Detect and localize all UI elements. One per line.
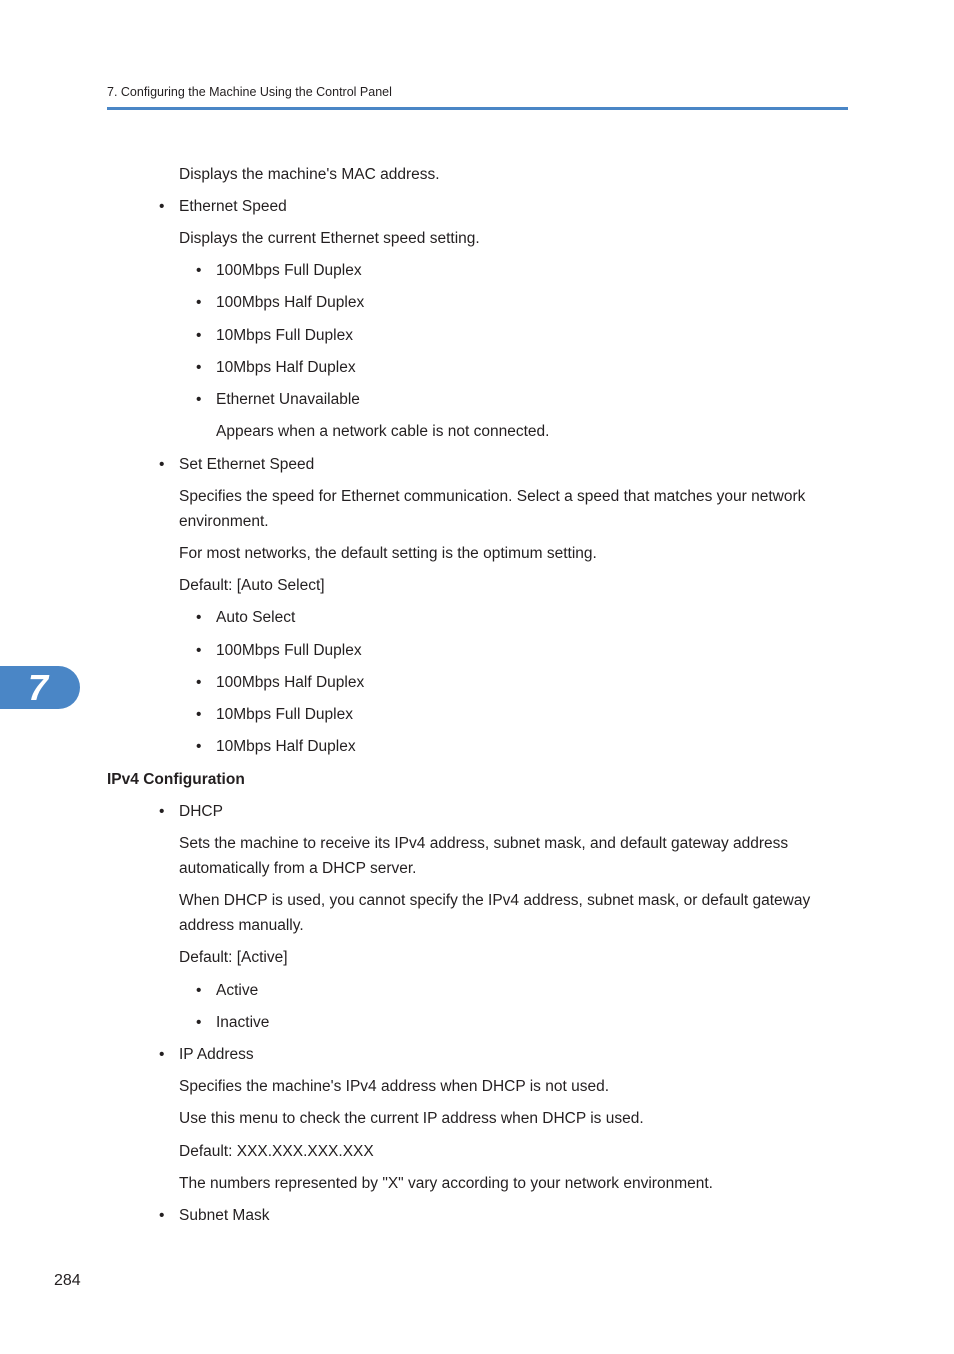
- list-item: 100Mbps Full Duplex: [216, 642, 362, 659]
- dhcp-manual-note: When DHCP is used, you cannot specify the IPv4 address, subnet mask, or default gateway address manually.: [179, 892, 811, 934]
- optimum-setting-note: For most networks, the default setting is the optimum setting.: [179, 545, 597, 562]
- bullet-icon: •: [196, 706, 202, 723]
- bullet-icon: •: [196, 738, 202, 755]
- bullet-icon: •: [196, 294, 202, 311]
- list-item: 100Mbps Half Duplex: [216, 674, 365, 691]
- bullet-icon: •: [196, 327, 202, 344]
- bullet-icon: •: [196, 674, 202, 691]
- page-number: 284: [54, 1272, 81, 1289]
- list-item-subnet-mask: Subnet Mask: [179, 1207, 270, 1224]
- default-auto-select: Default: [Auto Select]: [179, 577, 325, 594]
- list-item-dhcp: DHCP: [179, 803, 223, 820]
- list-item: 100Mbps Half Duplex: [216, 294, 365, 311]
- list-item-ethernet-speed: Ethernet Speed: [179, 198, 287, 215]
- bullet-icon: •: [196, 391, 202, 408]
- ethernet-unavailable-note: Appears when a network cable is not connected.: [216, 423, 550, 440]
- header-rule: [107, 107, 848, 110]
- list-item: 100Mbps Full Duplex: [216, 262, 362, 279]
- default-label: Default:: [179, 1143, 237, 1160]
- list-item: 10Mbps Half Duplex: [216, 359, 356, 376]
- default-active: Default: [Active]: [179, 949, 288, 966]
- bullet-icon: •: [196, 642, 202, 659]
- ip-address-description: Specifies the machine's IPv4 address when DHCP is not used.: [179, 1078, 610, 1095]
- bullet-icon: •: [196, 359, 202, 376]
- bullet-icon: •: [196, 982, 202, 999]
- ip-address-check-note: Use this menu to check the current IP address when DHCP is used.: [179, 1110, 644, 1127]
- list-item: 10Mbps Full Duplex: [216, 327, 353, 344]
- list-item: Active: [216, 982, 259, 999]
- chapter-tab-number: 7: [28, 666, 49, 708]
- default-ip-address: [179, 1142, 374, 1162]
- bullet-icon: •: [159, 198, 165, 215]
- ethernet-speed-description: Displays the current Ethernet speed setting.: [179, 230, 480, 247]
- list-item: Inactive: [216, 1014, 270, 1031]
- bullet-icon: •: [159, 1207, 165, 1224]
- bullet-icon: •: [196, 262, 202, 279]
- list-item: 10Mbps Half Duplex: [216, 738, 356, 755]
- dhcp-description: Sets the machine to receive its IPv4 address, subnet mask, and default gateway address automatically from a DHCP server.: [179, 835, 789, 877]
- running-header-chapter-title: 7. Configuring the Machine Using the Control Panel: [107, 85, 392, 99]
- bullet-icon: •: [196, 609, 202, 626]
- x-numbers-note: The numbers represented by "X" vary according to your network environment.: [179, 1175, 713, 1192]
- set-ethernet-speed-description: Specifies the speed for Ethernet communication. Select a speed that matches your network environment.: [179, 488, 806, 530]
- list-item: Ethernet Unavailable: [216, 391, 360, 408]
- bullet-icon: •: [159, 803, 165, 820]
- mac-address-description: Displays the machine's MAC address.: [179, 166, 440, 183]
- bullet-icon: •: [159, 1046, 165, 1063]
- list-item: 10Mbps Full Duplex: [216, 706, 353, 723]
- list-item: Auto Select: [216, 609, 296, 626]
- chapter-tab: [0, 666, 80, 709]
- default-ip-value: XXX.XXX.XXX.XXX: [236, 1143, 374, 1160]
- bullet-icon: •: [196, 1014, 202, 1031]
- list-item-ip-address: IP Address: [179, 1046, 254, 1063]
- section-heading-ipv4-configuration: IPv4 Configuration: [107, 771, 245, 788]
- bullet-icon: •: [159, 456, 165, 473]
- list-item-set-ethernet-speed: Set Ethernet Speed: [179, 456, 315, 473]
